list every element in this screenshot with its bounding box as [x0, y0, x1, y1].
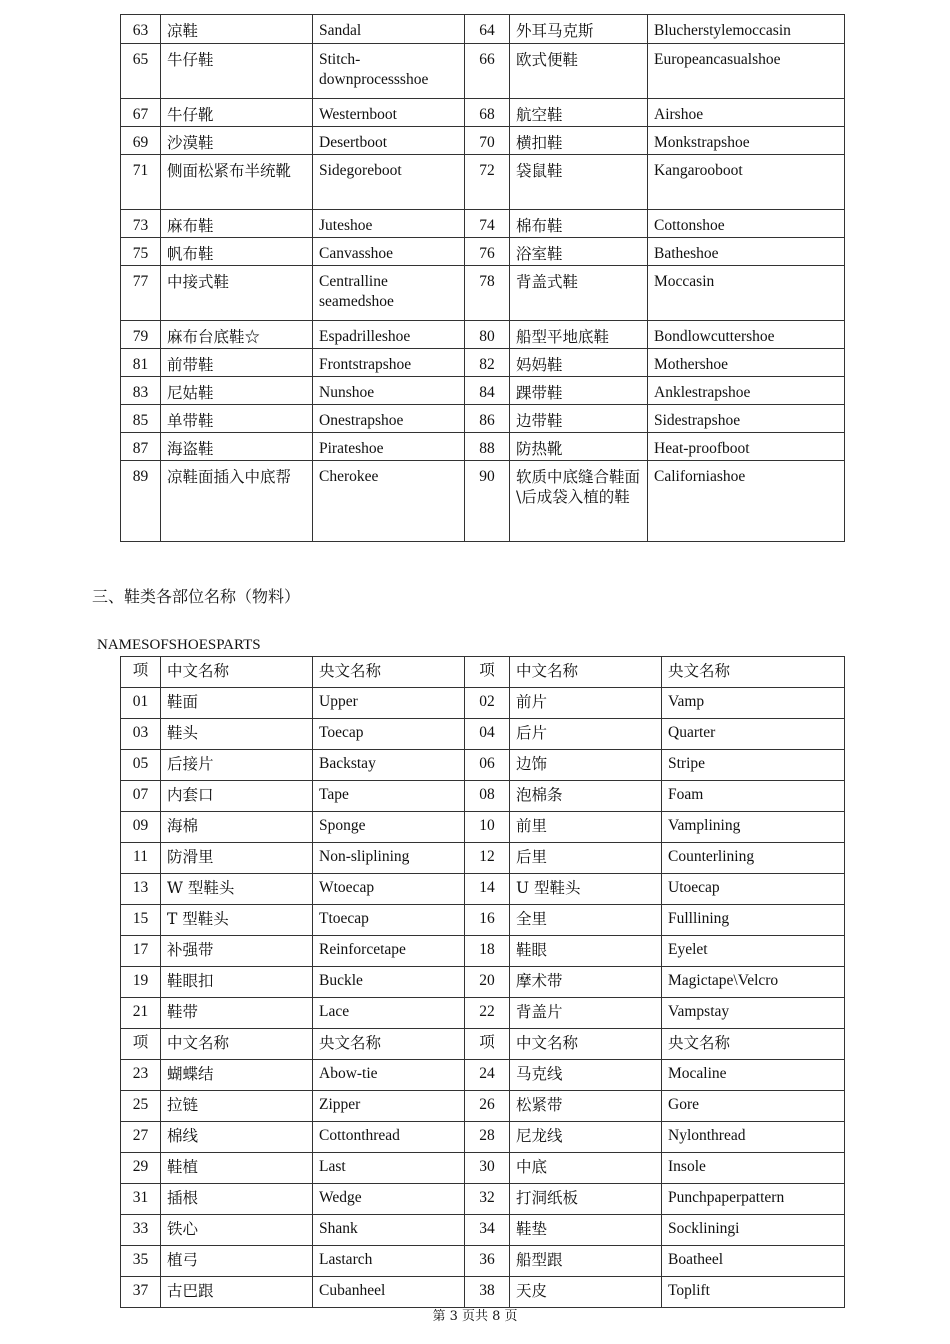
table-row: [121, 210, 845, 238]
table-cell-n2: 64: [465, 15, 510, 44]
table-cell-n1: 33: [121, 1215, 161, 1246]
table-cell-en1: Reinforcetape: [313, 936, 465, 967]
table-cell-zh2: 软质中底缝合鞋面\后成袋入植的鞋: [510, 461, 648, 542]
table-cell-zh1: 棉线: [161, 1122, 313, 1153]
table-cell-zh1: 后接片: [161, 750, 313, 781]
table-cell-n1: 77: [121, 266, 161, 321]
table-row: [121, 998, 845, 1029]
table-row: [121, 719, 845, 750]
table-row: [121, 812, 845, 843]
table-cell-n1: 89: [121, 461, 161, 542]
table-cell-zh2: 浴室鞋: [510, 238, 648, 266]
table-cell-n2: 76: [465, 238, 510, 266]
table-cell-zh2: U 型鞋头: [510, 874, 662, 905]
table-cell-n1: 11: [121, 843, 161, 874]
table-cell-en1: Frontstrapshoe: [313, 349, 465, 377]
table-cell-zh1: W 型鞋头: [161, 874, 313, 905]
table-cell-en2: Fulllining: [662, 905, 845, 936]
table-cell-zh1: 铁心: [161, 1215, 313, 1246]
table-cell-zh2: 横扣鞋: [510, 127, 648, 155]
table-cell-n1: 21: [121, 998, 161, 1029]
table-cell-zh1: 单带鞋: [161, 405, 313, 433]
table-cell-en1: Cubanheel: [313, 1277, 465, 1308]
header-cell-en2: 央文名称: [662, 657, 845, 688]
table-cell-en2: Gore: [662, 1091, 845, 1122]
table-cell-n1: 09: [121, 812, 161, 843]
table-cell-n2: 30: [465, 1153, 510, 1184]
table-cell-en2: Boatheel: [662, 1246, 845, 1277]
shoe-types-table: [120, 14, 845, 542]
table-cell-n2: 34: [465, 1215, 510, 1246]
table-cell-zh1: 尼姑鞋: [161, 377, 313, 405]
table-row: [121, 461, 845, 542]
table-cell-n1: 69: [121, 127, 161, 155]
table-cell-n2: 06: [465, 750, 510, 781]
table-cell-en1: Tape: [313, 781, 465, 812]
table-row: [121, 781, 845, 812]
table-cell-en1: Desertboot: [313, 127, 465, 155]
table-row: [121, 1215, 845, 1246]
table-cell-zh2: 摩术带: [510, 967, 662, 998]
table-row: [121, 377, 845, 405]
table-cell-en2: Mocaline: [662, 1060, 845, 1091]
table-cell-zh2: 鞋眼: [510, 936, 662, 967]
table-row: [121, 936, 845, 967]
table-row: [121, 874, 845, 905]
header-cell-en1: 央文名称: [313, 657, 465, 688]
table-cell-en2: Sockliningі: [662, 1215, 845, 1246]
table-cell-zh2: 前里: [510, 812, 662, 843]
table-cell-zh1: 前带鞋: [161, 349, 313, 377]
table-cell-zh2: 天皮: [510, 1277, 662, 1308]
table-cell-en1: Non-sliplining: [313, 843, 465, 874]
table-cell-en1: Lace: [313, 998, 465, 1029]
table-cell-n2: 84: [465, 377, 510, 405]
table-cell-en2: Magictape\Velcro: [662, 967, 845, 998]
table-row: [121, 1246, 845, 1277]
table-row: [121, 405, 845, 433]
table-row: [121, 688, 845, 719]
table-cell-en1: Upper: [313, 688, 465, 719]
table-cell-n2: 32: [465, 1184, 510, 1215]
table-cell-en1: Stitch-downprocessshoe: [313, 44, 465, 99]
table-cell-n1: 17: [121, 936, 161, 967]
table-cell-n2: 66: [465, 44, 510, 99]
table-cell-en2: Monkstrapshoe: [648, 127, 845, 155]
table-cell-zh1: 古巴跟: [161, 1277, 313, 1308]
table-header-row: [121, 1029, 845, 1060]
table-cell-zh1: 牛仔靴: [161, 99, 313, 127]
table-cell-zh1: 凉鞋: [161, 15, 313, 44]
table-cell-zh2: 松紧带: [510, 1091, 662, 1122]
table-row: [121, 155, 845, 210]
table-row: [121, 433, 845, 461]
table-cell-zh1: 鞋植: [161, 1153, 313, 1184]
table-cell-n2: 72: [465, 155, 510, 210]
table-cell-zh2: 踝带鞋: [510, 377, 648, 405]
page-footer: 第 3 页共 8 页: [432, 1309, 518, 1324]
table-cell-zh2: 边带鞋: [510, 405, 648, 433]
table-row: [121, 1184, 845, 1215]
table-cell-en1: Buckle: [313, 967, 465, 998]
table-cell-zh1: 侧面松紧布半统靴: [161, 155, 313, 210]
table-cell-n1: 07: [121, 781, 161, 812]
table-cell-n1: 79: [121, 321, 161, 349]
table-cell-zh1: 海盗鞋: [161, 433, 313, 461]
table-cell-zh2: 边饰: [510, 750, 662, 781]
table-row: [121, 1122, 845, 1153]
table-row: [121, 1277, 845, 1308]
table-cell-zh1: 麻布鞋: [161, 210, 313, 238]
table-cell-n1: 37: [121, 1277, 161, 1308]
table-cell-en2: Bondlowcuttershoe: [648, 321, 845, 349]
table-cell-en1: Wtoecap: [313, 874, 465, 905]
table-cell-en1: Toecap: [313, 719, 465, 750]
table-row: [121, 349, 845, 377]
table-cell-n1: 87: [121, 433, 161, 461]
table-cell-n2: 38: [465, 1277, 510, 1308]
table-cell-n2: 10: [465, 812, 510, 843]
table-cell-n1: 71: [121, 155, 161, 210]
table-cell-zh2: 后片: [510, 719, 662, 750]
table-cell-zh2: 全里: [510, 905, 662, 936]
table-cell-n2: 02: [465, 688, 510, 719]
table-cell-en2: Mothershoe: [648, 349, 845, 377]
table-cell-n1: 35: [121, 1246, 161, 1277]
table-cell-en1: Zipper: [313, 1091, 465, 1122]
table-cell-n1: 63: [121, 15, 161, 44]
table-cell-n1: 81: [121, 349, 161, 377]
table-cell-zh2: 棉布鞋: [510, 210, 648, 238]
header-cell-zh1: 中文名称: [161, 1029, 313, 1060]
header-cell-en1: 央文名称: [313, 1029, 465, 1060]
table-row: [121, 127, 845, 155]
table-cell-en2: Anklestrapshoe: [648, 377, 845, 405]
table-cell-n2: 68: [465, 99, 510, 127]
table-cell-en1: Juteshoe: [313, 210, 465, 238]
table-cell-n2: 28: [465, 1122, 510, 1153]
table-cell-zh2: 尼龙线: [510, 1122, 662, 1153]
table-cell-n1: 05: [121, 750, 161, 781]
header-cell-en2: 央文名称: [662, 1029, 845, 1060]
table-cell-en1: Sandal: [313, 15, 465, 44]
table-cell-n2: 18: [465, 936, 510, 967]
table-cell-n2: 86: [465, 405, 510, 433]
section-subheading: NAMESOFSHOESPARTS: [97, 637, 261, 653]
table-cell-en1: Cottonthread: [313, 1122, 465, 1153]
table-cell-zh2: 背盖片: [510, 998, 662, 1029]
header-cell-zh2: 中文名称: [510, 657, 662, 688]
table-cell-n1: 23: [121, 1060, 161, 1091]
table-cell-n1: 67: [121, 99, 161, 127]
table-cell-n2: 14: [465, 874, 510, 905]
table-cell-en2: Kangarooboot: [648, 155, 845, 210]
table-cell-n2: 22: [465, 998, 510, 1029]
table-cell-en2: Insole: [662, 1153, 845, 1184]
table-cell-en1: Last: [313, 1153, 465, 1184]
table-cell-en1: Shank: [313, 1215, 465, 1246]
table-cell-zh2: 鞋垫: [510, 1215, 662, 1246]
table-row: [121, 321, 845, 349]
table-cell-en1: Westernboot: [313, 99, 465, 127]
table-cell-n1: 31: [121, 1184, 161, 1215]
table-cell-zh2: 前片: [510, 688, 662, 719]
table-cell-zh1: 防滑里: [161, 843, 313, 874]
table-row: [121, 967, 845, 998]
table-cell-zh1: 鞋头: [161, 719, 313, 750]
table-cell-zh1: T 型鞋头: [161, 905, 313, 936]
table-cell-en1: Sponge: [313, 812, 465, 843]
table-cell-zh1: 凉鞋面插入中底帮: [161, 461, 313, 542]
table-cell-n2: 20: [465, 967, 510, 998]
shoe-parts-table: [120, 656, 845, 1308]
header-cell-n2: 项: [465, 657, 510, 688]
table-cell-en1: Abow-tie: [313, 1060, 465, 1091]
table-cell-n2: 16: [465, 905, 510, 936]
table-cell-n1: 65: [121, 44, 161, 99]
table-cell-zh1: 鞋面: [161, 688, 313, 719]
table-cell-en2: Moccasin: [648, 266, 845, 321]
table-cell-en2: Toplift: [662, 1277, 845, 1308]
table-cell-zh2: 外耳马克斯: [510, 15, 648, 44]
table-cell-n2: 24: [465, 1060, 510, 1091]
table-cell-zh1: 中接式鞋: [161, 266, 313, 321]
table-cell-zh2: 妈妈鞋: [510, 349, 648, 377]
table-cell-zh2: 袋鼠鞋: [510, 155, 648, 210]
table-cell-en1: Backstay: [313, 750, 465, 781]
table-cell-n1: 15: [121, 905, 161, 936]
table-cell-en2: Vamplining: [662, 812, 845, 843]
table-cell-zh1: 鞋眼扣: [161, 967, 313, 998]
table-cell-en1: Cherokee: [313, 461, 465, 542]
table-cell-n2: 90: [465, 461, 510, 542]
table-cell-en1: Onestrapshoe: [313, 405, 465, 433]
table-cell-n2: 70: [465, 127, 510, 155]
table-cell-zh1: 插根: [161, 1184, 313, 1215]
table-cell-en2: Airshoe: [648, 99, 845, 127]
table-row: [121, 905, 845, 936]
table-cell-zh2: 打洞纸板: [510, 1184, 662, 1215]
table-cell-n2: 08: [465, 781, 510, 812]
table-cell-n1: 73: [121, 210, 161, 238]
table-cell-zh2: 船型跟: [510, 1246, 662, 1277]
table-cell-n2: 26: [465, 1091, 510, 1122]
table-cell-en1: Nunshoe: [313, 377, 465, 405]
table-cell-en1: Ttoecap: [313, 905, 465, 936]
table-cell-en1: Canvasshoe: [313, 238, 465, 266]
table-cell-zh2: 防热靴: [510, 433, 648, 461]
table-cell-zh2: 船型平地底鞋: [510, 321, 648, 349]
table-cell-en2: Californiashoe: [648, 461, 845, 542]
table-cell-en2: Nylonthread: [662, 1122, 845, 1153]
table-cell-zh2: 泡棉条: [510, 781, 662, 812]
table-cell-en2: Utoecap: [662, 874, 845, 905]
table-cell-zh2: 欧式便鞋: [510, 44, 648, 99]
table-cell-en2: Stripe: [662, 750, 845, 781]
table-row: [121, 843, 845, 874]
header-cell-zh2: 中文名称: [510, 1029, 662, 1060]
table-cell-zh2: 中底: [510, 1153, 662, 1184]
table-cell-en1: Wedge: [313, 1184, 465, 1215]
header-cell-zh1: 中文名称: [161, 657, 313, 688]
table-cell-en2: Punchpaperpattern: [662, 1184, 845, 1215]
table-cell-n1: 13: [121, 874, 161, 905]
table-cell-en2: Europeancasualshoe: [648, 44, 845, 99]
table-cell-n1: 29: [121, 1153, 161, 1184]
table-cell-n1: 03: [121, 719, 161, 750]
table-cell-n1: 19: [121, 967, 161, 998]
table-cell-n2: 82: [465, 349, 510, 377]
section-heading: 三、鞋类各部位名称（物料）: [92, 587, 301, 606]
table-cell-zh1: 鞋带: [161, 998, 313, 1029]
table-cell-n2: 88: [465, 433, 510, 461]
table-cell-n2: 78: [465, 266, 510, 321]
table-cell-en2: Vampstay: [662, 998, 845, 1029]
header-cell-n1: 项: [121, 1029, 161, 1060]
table-cell-zh1: 海棉: [161, 812, 313, 843]
table-row: [121, 1091, 845, 1122]
table-cell-zh1: 拉链: [161, 1091, 313, 1122]
table-cell-en2: Heat-proofboot: [648, 433, 845, 461]
table-cell-zh1: 牛仔鞋: [161, 44, 313, 99]
table-cell-en2: Blucherstylemoccasin: [648, 15, 845, 44]
table-cell-n2: 74: [465, 210, 510, 238]
table-cell-zh1: 麻布台底鞋☆: [161, 321, 313, 349]
table-cell-en2: Batheshoe: [648, 238, 845, 266]
table-cell-zh2: 航空鞋: [510, 99, 648, 127]
table-cell-zh2: 马克线: [510, 1060, 662, 1091]
table-header-row: [121, 657, 845, 688]
table-row: [121, 1153, 845, 1184]
table-cell-zh2: 后里: [510, 843, 662, 874]
table-cell-zh1: 内套口: [161, 781, 313, 812]
table-cell-en1: Espadrilleshoe: [313, 321, 465, 349]
table-cell-en2: Cottonshoe: [648, 210, 845, 238]
table-cell-en1: Lastarch: [313, 1246, 465, 1277]
table-cell-en2: Counterlining: [662, 843, 845, 874]
table-cell-zh2: 背盖式鞋: [510, 266, 648, 321]
header-cell-n1: 项: [121, 657, 161, 688]
table-cell-zh1: 沙漠鞋: [161, 127, 313, 155]
table-cell-n1: 75: [121, 238, 161, 266]
table-cell-en2: Foam: [662, 781, 845, 812]
table-row: [121, 750, 845, 781]
table-cell-n1: 85: [121, 405, 161, 433]
header-cell-n2: 项: [465, 1029, 510, 1060]
table-row: [121, 44, 845, 99]
table-row: [121, 1060, 845, 1091]
table-cell-zh1: 蝴蝶结: [161, 1060, 313, 1091]
table-cell-n1: 25: [121, 1091, 161, 1122]
table-cell-n2: 80: [465, 321, 510, 349]
table-cell-en2: Sidestrapshoe: [648, 405, 845, 433]
table-cell-en1: Sidegoreboot: [313, 155, 465, 210]
table-cell-en1: Pirateshoe: [313, 433, 465, 461]
table-cell-n2: 36: [465, 1246, 510, 1277]
table-cell-n1: 83: [121, 377, 161, 405]
table-cell-en2: Quarter: [662, 719, 845, 750]
table-cell-n1: 01: [121, 688, 161, 719]
table-cell-en1: Centralline seamedshoe: [313, 266, 465, 321]
table-row: [121, 238, 845, 266]
table-cell-en2: Eyelet: [662, 936, 845, 967]
table-cell-zh1: 植弓: [161, 1246, 313, 1277]
table-row: [121, 99, 845, 127]
table-row: [121, 266, 845, 321]
table-cell-zh1: 帆布鞋: [161, 238, 313, 266]
table-cell-n2: 04: [465, 719, 510, 750]
table-cell-n1: 27: [121, 1122, 161, 1153]
table-cell-zh1: 补强带: [161, 936, 313, 967]
table-cell-n2: 12: [465, 843, 510, 874]
table-cell-en2: Vamp: [662, 688, 845, 719]
table-row: [121, 15, 845, 44]
